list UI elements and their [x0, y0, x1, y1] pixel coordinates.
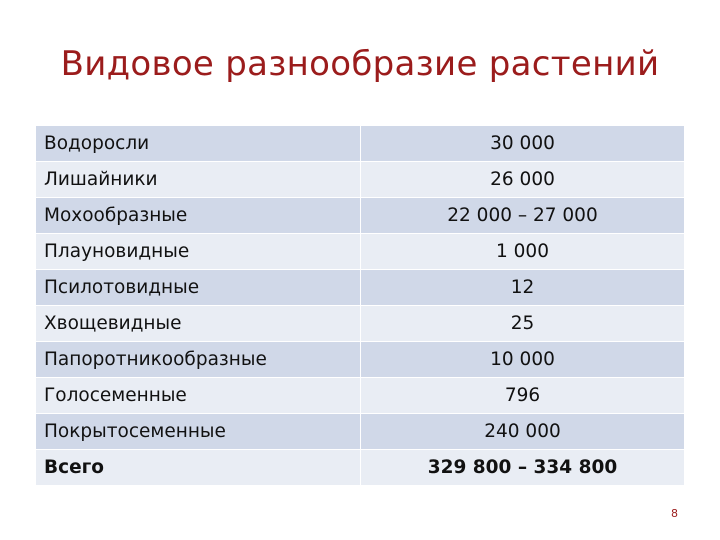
row-value: 30 000	[490, 133, 555, 154]
table-row	[36, 378, 684, 414]
row-value: 25	[510, 313, 535, 334]
row-name: Покрытосеменные	[44, 421, 226, 442]
table-row	[36, 126, 684, 162]
row-name: Псилотовидные	[44, 277, 200, 298]
total-label: Всего	[44, 457, 104, 478]
table-row	[36, 306, 684, 342]
table-row	[36, 270, 684, 306]
table-row	[36, 414, 684, 450]
slide-title: Видовое разнообразие растений	[60, 44, 660, 84]
row-name: Водоросли	[44, 133, 150, 154]
total-value: 329 800 – 334 800	[427, 457, 618, 478]
row-name: Плауновидные	[44, 241, 190, 262]
row-name: Папоротникообразные	[44, 349, 267, 370]
row-value: 22 000 – 27 000	[447, 205, 598, 226]
row-value: 240 000	[484, 421, 561, 442]
page-number: 8	[671, 507, 678, 520]
row-name: Мохообразные	[44, 205, 188, 226]
table-row	[36, 342, 684, 378]
table-row	[36, 234, 684, 270]
species-table	[36, 126, 684, 486]
row-name: Лишайники	[44, 169, 158, 190]
row-name: Хвощевидные	[44, 313, 182, 334]
row-value: 796	[504, 385, 541, 406]
table-total-row	[36, 450, 684, 486]
table-row	[36, 162, 684, 198]
table-row	[36, 198, 684, 234]
row-value: 10 000	[490, 349, 555, 370]
row-name: Голосеменные	[44, 385, 187, 406]
row-value: 12	[510, 277, 535, 298]
row-value: 26 000	[490, 169, 555, 190]
row-value: 1 000	[496, 241, 549, 262]
